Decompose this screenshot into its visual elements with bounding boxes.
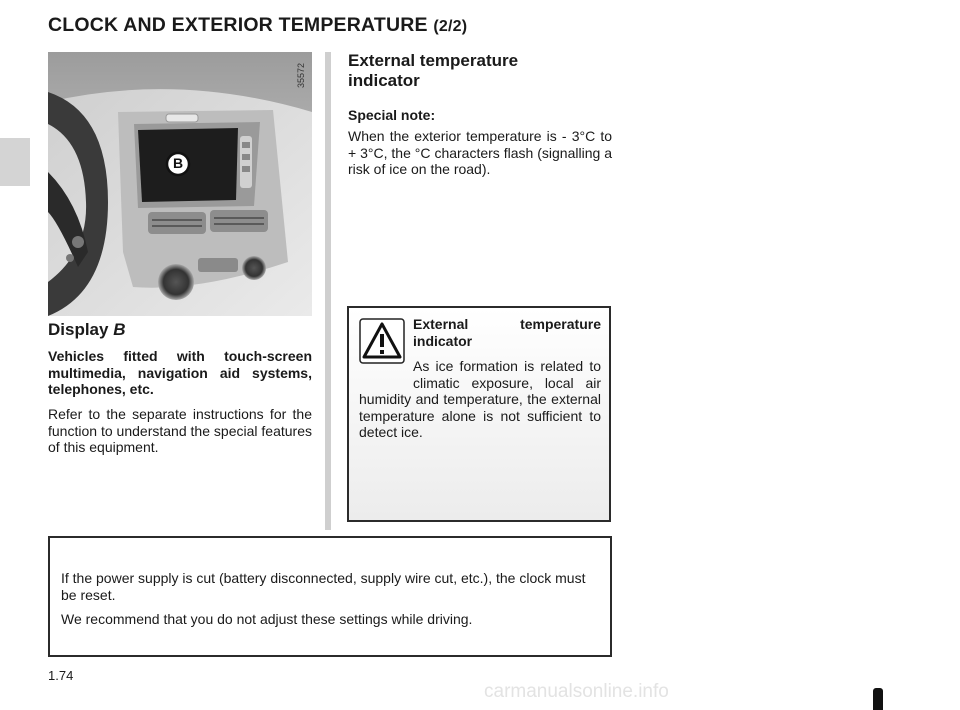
display-b-heading — [48, 320, 126, 340]
warning-body — [359, 358, 601, 441]
note-box — [48, 536, 612, 657]
callout-label-b: B — [172, 155, 184, 171]
corner-mark — [873, 688, 883, 710]
special-note-label: Special note: — [348, 107, 436, 123]
page-number: 1.74 — [48, 668, 74, 683]
section-tab — [0, 138, 30, 186]
warning-text: As ice formation is related to climatic exposure, local air humidity and temperature, the external temperature alone is not sufficient to detect ice. — [359, 358, 601, 440]
dashboard-photo — [48, 52, 312, 316]
note-paragraph-power: If the power supply is cut (battery disconnected, supply wire cut, etc.), the clock must be reset. — [61, 570, 586, 603]
warning-title: External temperature indicator — [413, 316, 601, 349]
display-heading-letter: B — [113, 320, 126, 339]
page-title — [48, 14, 467, 37]
watermark: carmanualsonline.info — [484, 681, 669, 702]
column-divider — [325, 52, 331, 530]
display-paragraph: Refer to the separate instructions for the function to understand the special features of this equipment. — [48, 406, 312, 455]
image-reference-code: 35572 — [296, 62, 306, 88]
display-bold-paragraph: Vehicles fitted with touch-screen multimedia, navigation aid systems, telephones, etc. — [48, 348, 312, 397]
display-heading-prefix: Display — [48, 320, 109, 339]
dashboard-illustration — [48, 52, 312, 316]
warning-box — [347, 306, 611, 522]
note-paragraph-driving: We recommend that you do not adjust these settings while driving. — [61, 611, 473, 627]
page-title-part: (2/2) — [433, 18, 468, 35]
external-temp-paragraph: When the exterior temperature is - 3°C to + 3°C, the °C characters flash (signalling a risk of ice on the road). — [348, 128, 612, 177]
external-temp-heading: External temperature indicator — [348, 51, 519, 90]
page-title-text: CLOCK AND EXTERIOR TEMPERATURE — [48, 14, 428, 36]
